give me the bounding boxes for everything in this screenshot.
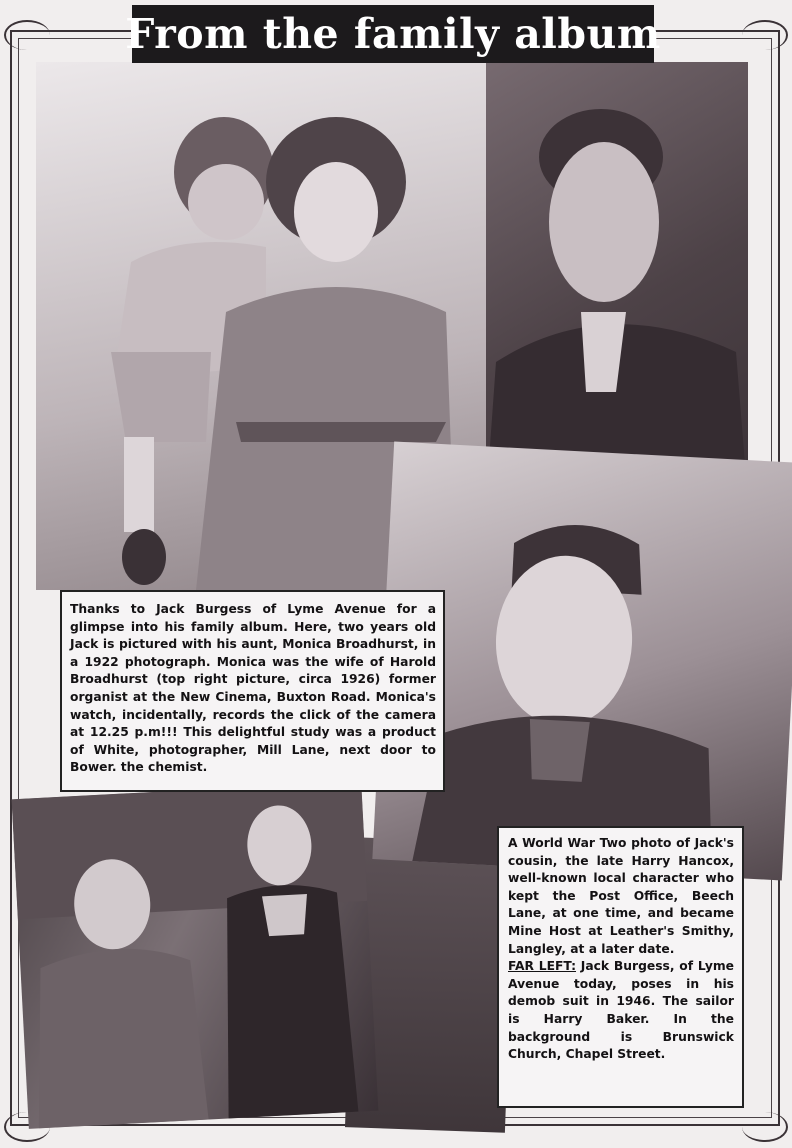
caption-main: Thanks to Jack Burgess of Lyme Avenue for a glimpse into his family album. Here, two years old Jack is pictured with his aunt, Monica Broadhurst, in a 1922 photograph. Monica was the wife of Harold Broadhurst (top right picture, circa 1926) former organist at the New Cinema, Buxton Road. Monica's watch, incidentally, records the click of the camera at 12.25 p.m!!! This delightful study was a product of White, photographer, Mill Lane, next door to Bower. the chemist. [60,590,445,792]
corner-ornament-top-right [742,20,788,50]
photo-jack-burgess-and-sailor [12,781,379,1129]
caption-side [497,826,744,1108]
caption-side-paragraph-2 [508,958,734,1064]
caption-side-paragraph-1: A World War Two photo of Jack's cousin, the late Harry Hancox, well-known local character who kept the Post Office, Beech Lane, at one time, and became Mine Host at Leather's Smithy, Langley, at a later date. [508,836,734,956]
corner-ornament-top-left [4,20,50,50]
caption-side-body: Jack Burgess, of Lyme Avenue today, poses in his demob suit in 1946. The sailor is Harry Baker. In the background is Brunswick Church, Chapel Street. [508,959,735,1062]
page-headline: From the family album [132,5,654,63]
corner-ornament-bottom-right [742,1112,788,1142]
caption-side-lead: FAR LEFT: [508,959,577,974]
photo-harold-broadhurst [486,62,748,502]
